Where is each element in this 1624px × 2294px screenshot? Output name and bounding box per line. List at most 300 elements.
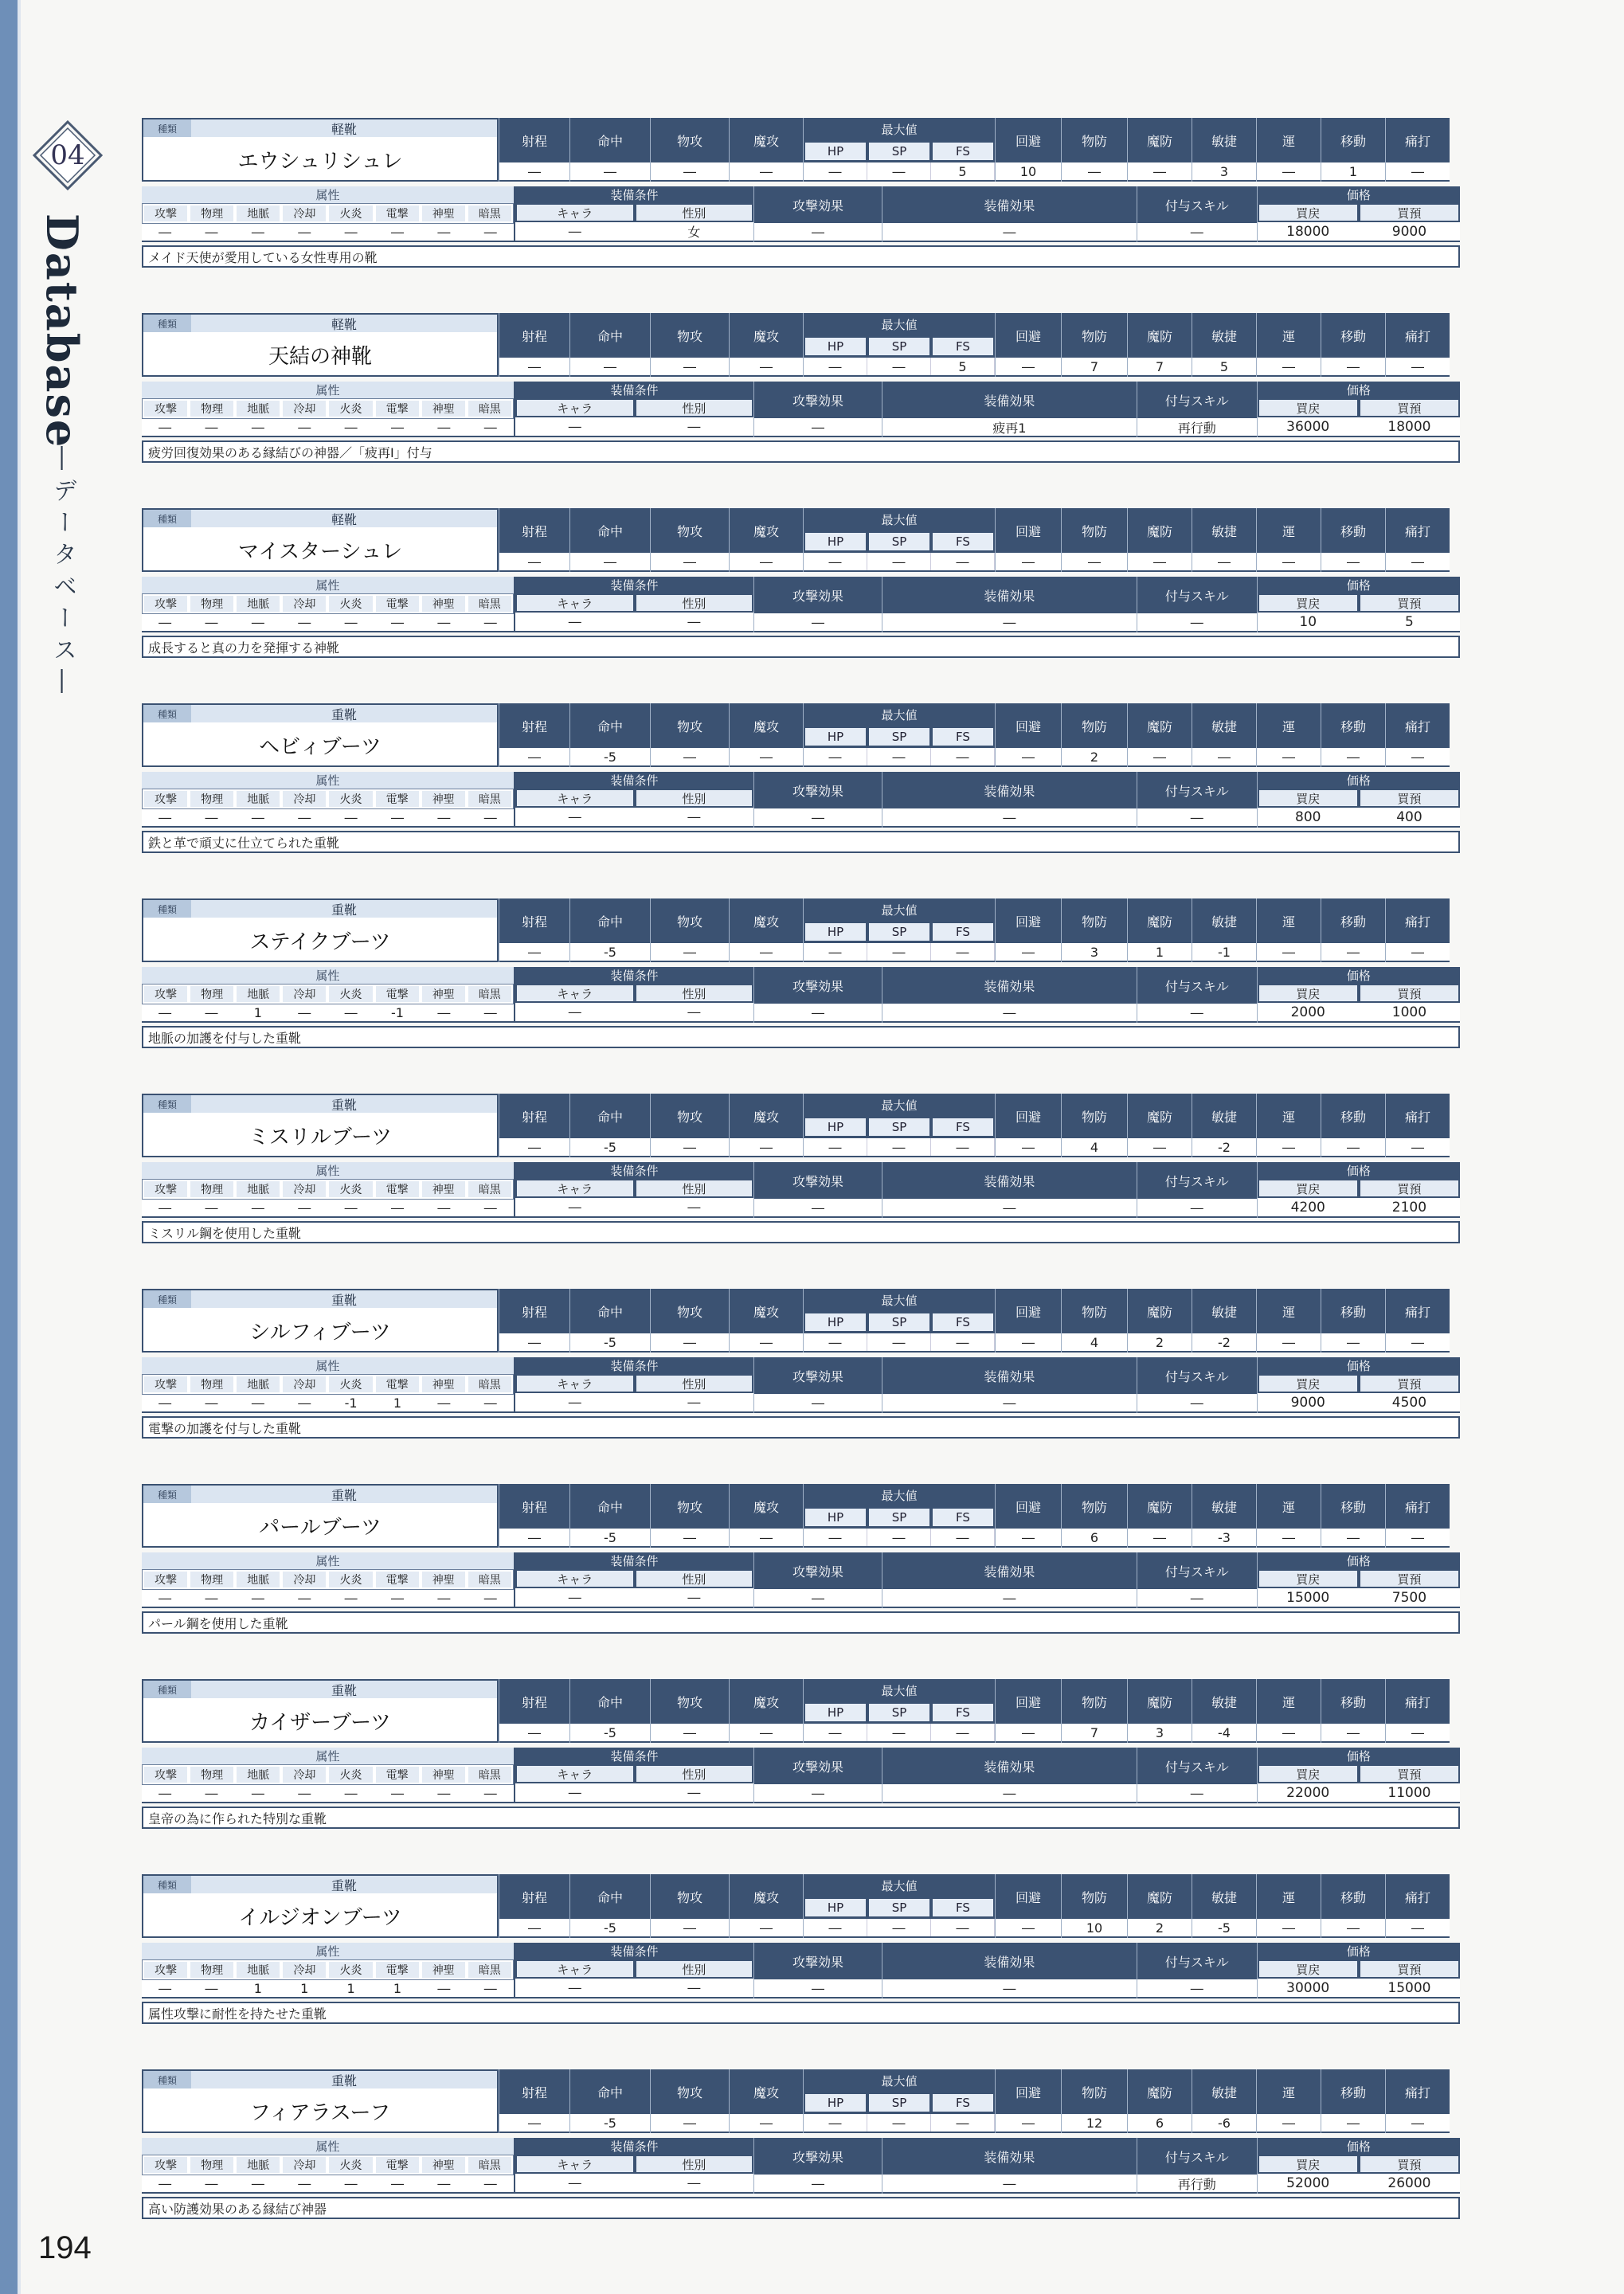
stat-header: 射程 bbox=[499, 1289, 569, 1333]
stat-header: 物攻 bbox=[651, 1484, 729, 1529]
stat-column bbox=[1192, 1679, 1256, 1743]
stat-column bbox=[729, 508, 803, 572]
stat-header: 魔攻 bbox=[730, 1679, 803, 1724]
attribute-name: 攻撃 bbox=[144, 986, 187, 1002]
attribute-value: ― bbox=[390, 225, 404, 240]
stat-column bbox=[995, 1484, 1061, 1548]
max-value: ― bbox=[804, 1919, 867, 1936]
stat-column bbox=[499, 118, 569, 182]
stat-value: ― bbox=[730, 748, 803, 767]
stat-value: 4 bbox=[1062, 1138, 1127, 1157]
attribute-names bbox=[142, 1374, 514, 1395]
stat-group bbox=[499, 2069, 1460, 2133]
attribute-values bbox=[142, 809, 514, 828]
price-name: 買戻 bbox=[1259, 985, 1357, 1001]
attribute-value: ― bbox=[205, 2176, 218, 2191]
equip-condition-header: 装備条件 bbox=[515, 382, 753, 398]
stat-value: ― bbox=[1257, 553, 1321, 572]
stat-column bbox=[1385, 2069, 1450, 2133]
stat-header: 運 bbox=[1257, 1289, 1321, 1333]
item-entry bbox=[142, 1874, 1460, 2026]
max-value: ― bbox=[931, 748, 995, 765]
max-values bbox=[804, 162, 995, 182]
item-name: マイスターシュレ bbox=[237, 539, 403, 564]
attribute-name: 冷却 bbox=[283, 1376, 326, 1392]
stat-header: 魔防 bbox=[1128, 2069, 1192, 2114]
attribute-name: 火炎 bbox=[329, 986, 372, 1002]
granted-skill-column bbox=[1137, 967, 1257, 1023]
stat-header: 命中 bbox=[570, 1874, 650, 1919]
attribute-name: 攻撃 bbox=[144, 1376, 187, 1392]
attribute-name: 攻撃 bbox=[144, 1962, 187, 1978]
kind-label: 種類 bbox=[143, 510, 191, 527]
attack-effect-column bbox=[753, 1943, 882, 1998]
attribute-name: 火炎 bbox=[329, 791, 372, 807]
attribute-value: ― bbox=[390, 810, 404, 825]
equip-condition-values bbox=[515, 2174, 753, 2194]
stat-value: 7 bbox=[1128, 358, 1192, 377]
stat-value: ― bbox=[1062, 162, 1127, 182]
equip-effect-column bbox=[882, 1162, 1137, 1218]
attribute-name: 地脈 bbox=[237, 2157, 280, 2173]
kind-bar bbox=[143, 510, 497, 527]
attribute-name: 物理 bbox=[190, 206, 233, 221]
max-value: ― bbox=[804, 1529, 867, 1546]
max-subheaders bbox=[804, 726, 995, 748]
attribute-value: ― bbox=[390, 1591, 404, 1606]
equip-condition-group bbox=[514, 1943, 753, 1998]
price-group bbox=[1257, 2138, 1460, 2194]
attribute-name: 地脈 bbox=[237, 401, 280, 417]
equip-condition-values bbox=[515, 808, 753, 828]
max-value: ― bbox=[804, 1724, 867, 1741]
stat-column bbox=[569, 1289, 650, 1353]
equip-condition-name: 性別 bbox=[636, 595, 753, 611]
max-subheader: SP bbox=[869, 728, 929, 746]
price-value: 5 bbox=[1405, 613, 1414, 630]
attribute-value: ― bbox=[158, 1591, 172, 1606]
price-group bbox=[1257, 577, 1460, 632]
stat-header: 痛打 bbox=[1386, 898, 1450, 943]
stat-value: ― bbox=[570, 162, 650, 182]
equip-condition-name: キャラ bbox=[517, 1180, 633, 1196]
price-name: 買預 bbox=[1360, 985, 1458, 1001]
attribute-value: ― bbox=[205, 1981, 218, 1996]
stat-column bbox=[499, 1679, 569, 1743]
max-subheaders bbox=[804, 140, 995, 162]
stat-column bbox=[995, 703, 1061, 767]
stat-header: 物防 bbox=[1062, 1874, 1127, 1919]
attribute-name: 電撃 bbox=[376, 1181, 419, 1197]
price-name: 買預 bbox=[1360, 1766, 1458, 1782]
stat-value: ― bbox=[730, 2114, 803, 2133]
stat-value: ― bbox=[499, 1138, 569, 1157]
stat-header: 命中 bbox=[570, 1289, 650, 1333]
stat-header: 命中 bbox=[570, 1679, 650, 1724]
stat-value: ― bbox=[570, 553, 650, 572]
kind-label: 種類 bbox=[143, 1290, 191, 1308]
attribute-value: ― bbox=[298, 225, 311, 240]
max-subheader: FS bbox=[933, 1313, 993, 1331]
granted-skill-value: ― bbox=[1137, 1004, 1257, 1023]
stat-value: ― bbox=[499, 358, 569, 377]
stat-header: 物攻 bbox=[651, 898, 729, 943]
stat-column bbox=[729, 703, 803, 767]
max-header: 最大値 bbox=[804, 508, 995, 530]
attribute-value: ― bbox=[483, 615, 497, 630]
stat-header: 魔防 bbox=[1128, 118, 1192, 162]
attribute-value: ― bbox=[251, 1786, 264, 1801]
attribute-value: ― bbox=[437, 615, 451, 630]
stat-header: 痛打 bbox=[1386, 118, 1450, 162]
attribute-value: ― bbox=[344, 1786, 358, 1801]
attribute-name: 暗黒 bbox=[468, 791, 511, 807]
item-description: 成長すると真の力を発揮する神靴 bbox=[142, 636, 1460, 658]
price-header: 価格 bbox=[1258, 186, 1460, 203]
max-subheaders bbox=[804, 335, 995, 358]
attack-effect-value: ― bbox=[754, 1784, 882, 1803]
attribute-value: ― bbox=[158, 225, 172, 240]
price-name: 買預 bbox=[1360, 1571, 1458, 1587]
equip-condition-value: ― bbox=[687, 809, 701, 825]
price-value: 4500 bbox=[1391, 1394, 1427, 1411]
max-value-group bbox=[803, 1874, 995, 1938]
attribute-value: ― bbox=[158, 810, 172, 825]
max-value: ― bbox=[867, 553, 931, 570]
stat-header: 魔攻 bbox=[730, 898, 803, 943]
stat-header: 命中 bbox=[570, 703, 650, 748]
attribute-value: ― bbox=[437, 810, 451, 825]
max-value: ― bbox=[867, 162, 931, 180]
stat-value: ― bbox=[651, 1724, 729, 1743]
equip-effect-value: ― bbox=[882, 1589, 1137, 1608]
stat-header: 物防 bbox=[1062, 2069, 1127, 2114]
max-value: ― bbox=[931, 1724, 995, 1741]
stat-value: 10 bbox=[996, 162, 1061, 182]
equip-condition-names bbox=[515, 789, 753, 808]
stat-header: 移動 bbox=[1321, 1289, 1385, 1333]
price-names bbox=[1258, 593, 1460, 613]
attribute-group bbox=[142, 1552, 514, 1608]
max-value: ― bbox=[804, 748, 867, 765]
attribute-name: 神聖 bbox=[422, 1572, 465, 1587]
stat-column bbox=[1256, 1679, 1321, 1743]
attribute-name: 火炎 bbox=[329, 1767, 372, 1783]
price-values bbox=[1258, 1979, 1460, 1998]
attribute-name: 電撃 bbox=[376, 401, 419, 417]
max-value: 5 bbox=[931, 162, 995, 180]
price-values bbox=[1258, 1588, 1460, 1608]
attribute-value: ― bbox=[483, 1591, 497, 1606]
attribute-name: 神聖 bbox=[422, 1962, 465, 1978]
price-name: 買戻 bbox=[1259, 1376, 1357, 1392]
equip-condition-header: 装備条件 bbox=[515, 1943, 753, 1959]
max-subheader: FS bbox=[933, 143, 993, 160]
attribute-value: ― bbox=[205, 810, 218, 825]
attribute-name: 暗黒 bbox=[468, 401, 511, 417]
stat-header: 運 bbox=[1257, 313, 1321, 358]
attribute-values bbox=[142, 614, 514, 632]
attribute-value: ― bbox=[483, 2176, 497, 2191]
stat-column bbox=[1385, 1874, 1450, 1938]
stat-value: -2 bbox=[1192, 1138, 1256, 1157]
price-names bbox=[1258, 1179, 1460, 1198]
price-name: 買預 bbox=[1360, 2156, 1458, 2172]
attack-effect-header: 攻撃効果 bbox=[754, 186, 882, 223]
attribute-value: 1 bbox=[393, 1981, 402, 1996]
item-entry bbox=[142, 1679, 1460, 1830]
stats-row bbox=[142, 1289, 1460, 1353]
attribute-values bbox=[142, 224, 514, 242]
max-value: ― bbox=[867, 943, 931, 961]
stat-header: 魔攻 bbox=[730, 1094, 803, 1138]
price-group bbox=[1257, 1943, 1460, 1998]
attribute-name: 地脈 bbox=[237, 1767, 280, 1783]
stat-header: 物攻 bbox=[651, 2069, 729, 2114]
max-subheader: SP bbox=[869, 2094, 929, 2112]
item-description: 疲労回復効果のある縁結びの神器／「疲再Ⅰ」付与 bbox=[142, 440, 1460, 463]
attribute-value: -1 bbox=[344, 1396, 358, 1411]
attribute-name: 地脈 bbox=[237, 1572, 280, 1587]
stat-header: 移動 bbox=[1321, 1094, 1385, 1138]
stat-column bbox=[1192, 703, 1256, 767]
attribute-name: 電撃 bbox=[376, 596, 419, 612]
max-subheader: FS bbox=[933, 923, 993, 941]
attribute-value: ― bbox=[158, 420, 172, 435]
details-row bbox=[142, 1552, 1460, 1608]
stat-value: ― bbox=[1321, 358, 1385, 377]
details-row bbox=[142, 1162, 1460, 1218]
equip-condition-names bbox=[515, 203, 753, 222]
item-description: 鉄と革で頑丈に仕立てられた重靴 bbox=[142, 831, 1460, 853]
stat-value: ― bbox=[651, 358, 729, 377]
attribute-values bbox=[142, 1200, 514, 1218]
stat-column bbox=[650, 1874, 729, 1938]
equip-condition-value: ― bbox=[687, 1785, 701, 1801]
attribute-name: 暗黒 bbox=[468, 1962, 511, 1978]
equip-condition-names bbox=[515, 398, 753, 417]
equip-effect-header: 装備効果 bbox=[882, 1162, 1137, 1199]
stat-value: ― bbox=[730, 1333, 803, 1353]
price-values bbox=[1258, 1003, 1460, 1023]
name-block bbox=[142, 898, 499, 962]
attribute-names bbox=[142, 593, 514, 614]
attack-effect-value: ― bbox=[754, 1394, 882, 1413]
max-header: 最大値 bbox=[804, 703, 995, 726]
equip-condition-value: ― bbox=[568, 1004, 581, 1020]
attack-effect-value: ― bbox=[754, 1004, 882, 1023]
stat-header: 魔攻 bbox=[730, 703, 803, 748]
kind-bar bbox=[143, 1876, 497, 1893]
attribute-value: ― bbox=[344, 420, 358, 435]
max-header: 最大値 bbox=[804, 1094, 995, 1116]
price-name: 買戻 bbox=[1259, 595, 1357, 611]
attribute-name: 電撃 bbox=[376, 2157, 419, 2173]
equip-condition-group bbox=[514, 772, 753, 828]
stat-header: 魔防 bbox=[1128, 1679, 1192, 1724]
price-names bbox=[1258, 1959, 1460, 1979]
granted-skill-header: 付与スキル bbox=[1137, 1552, 1257, 1589]
max-value: ― bbox=[804, 553, 867, 570]
attribute-name: 地脈 bbox=[237, 1181, 280, 1197]
stat-column bbox=[1321, 1874, 1385, 1938]
attribute-name: 攻撃 bbox=[144, 401, 187, 417]
max-subheaders bbox=[804, 1506, 995, 1529]
attack-effect-header: 攻撃効果 bbox=[754, 577, 882, 613]
equip-condition-value: ― bbox=[568, 1590, 581, 1606]
max-subheaders bbox=[804, 1116, 995, 1138]
attribute-value: 1 bbox=[300, 1981, 309, 1996]
stats-row bbox=[142, 1094, 1460, 1157]
kind-value: 重靴 bbox=[331, 1682, 357, 1698]
max-value-group bbox=[803, 2069, 995, 2133]
stat-column bbox=[995, 1874, 1061, 1938]
stat-column bbox=[1061, 118, 1127, 182]
attribute-value: ― bbox=[437, 1981, 451, 1996]
stat-header: 回避 bbox=[996, 1289, 1061, 1333]
stat-header: 魔防 bbox=[1128, 313, 1192, 358]
stat-column bbox=[1192, 1874, 1256, 1938]
price-value: 22000 bbox=[1286, 1784, 1330, 1801]
max-subheader: SP bbox=[869, 1118, 929, 1136]
attribute-value: 1 bbox=[253, 1981, 262, 1996]
price-names bbox=[1258, 789, 1460, 808]
stat-value: ― bbox=[499, 1919, 569, 1938]
equip-effect-column bbox=[882, 772, 1137, 828]
attribute-value: ― bbox=[205, 225, 218, 240]
stat-header: 回避 bbox=[996, 118, 1061, 162]
max-header: 最大値 bbox=[804, 118, 995, 140]
equip-condition-value: ― bbox=[687, 1980, 701, 1996]
equip-condition-values bbox=[515, 1979, 753, 1998]
stat-column bbox=[1321, 1094, 1385, 1157]
equip-effect-header: 装備効果 bbox=[882, 1943, 1137, 1979]
attribute-name: 地脈 bbox=[237, 206, 280, 221]
attack-effect-column bbox=[753, 967, 882, 1023]
attribute-name: 攻撃 bbox=[144, 1572, 187, 1587]
stat-column bbox=[1321, 2069, 1385, 2133]
price-values bbox=[1258, 222, 1460, 242]
stat-header: 敏捷 bbox=[1192, 118, 1256, 162]
attribute-name: 攻撃 bbox=[144, 1767, 187, 1783]
attribute-group bbox=[142, 382, 514, 437]
stat-value: ― bbox=[570, 358, 650, 377]
details-row bbox=[142, 382, 1460, 437]
stat-header: 痛打 bbox=[1386, 703, 1450, 748]
equip-condition-header: 装備条件 bbox=[515, 772, 753, 789]
stat-column bbox=[650, 1094, 729, 1157]
kind-label: 種類 bbox=[143, 119, 191, 137]
stat-value: -5 bbox=[570, 1919, 650, 1938]
stat-value: -4 bbox=[1192, 1724, 1256, 1743]
price-header: 価格 bbox=[1258, 577, 1460, 593]
attribute-header: 属性 bbox=[142, 382, 514, 398]
price-value: 1000 bbox=[1391, 1004, 1427, 1020]
max-subheader: FS bbox=[933, 1118, 993, 1136]
stat-value: ― bbox=[1128, 748, 1192, 767]
stat-value: 2 bbox=[1128, 1333, 1192, 1353]
kind-value: 軽靴 bbox=[331, 511, 357, 527]
attack-effect-header: 攻撃効果 bbox=[754, 967, 882, 1004]
price-value: 7500 bbox=[1391, 1589, 1427, 1606]
equip-condition-header: 装備条件 bbox=[515, 1748, 753, 1764]
equip-condition-name: 性別 bbox=[636, 1766, 753, 1782]
equip-condition-names bbox=[515, 1179, 753, 1198]
stat-header: 命中 bbox=[570, 1094, 650, 1138]
stat-header: 魔防 bbox=[1128, 703, 1192, 748]
equip-effect-value: ― bbox=[882, 1784, 1137, 1803]
attribute-value: ― bbox=[158, 1200, 172, 1216]
attribute-value: ― bbox=[483, 1200, 497, 1216]
attribute-value: ― bbox=[437, 225, 451, 240]
max-subheader: HP bbox=[805, 1899, 866, 1916]
equip-condition-header: 装備条件 bbox=[515, 1552, 753, 1569]
max-header: 最大値 bbox=[804, 313, 995, 335]
price-value: 10 bbox=[1299, 613, 1317, 630]
max-subheaders bbox=[804, 530, 995, 553]
price-group bbox=[1257, 1748, 1460, 1803]
kind-value: 軽靴 bbox=[331, 121, 357, 137]
kind-label: 種類 bbox=[143, 705, 191, 722]
kind-value: 重靴 bbox=[331, 1097, 357, 1113]
kind-value: 重靴 bbox=[331, 1292, 357, 1308]
granted-skill-header: 付与スキル bbox=[1137, 1357, 1257, 1394]
equip-condition-names bbox=[515, 593, 753, 613]
stat-value: ― bbox=[499, 1724, 569, 1743]
attribute-names bbox=[142, 789, 514, 809]
stat-value: 6 bbox=[1128, 2114, 1192, 2133]
stat-header: 射程 bbox=[499, 898, 569, 943]
equip-condition-value: ― bbox=[687, 1590, 701, 1606]
attribute-value: ― bbox=[298, 2176, 311, 2191]
equip-condition-value: ― bbox=[568, 1200, 581, 1216]
stat-header: 魔防 bbox=[1128, 1484, 1192, 1529]
attribute-header: 属性 bbox=[142, 1552, 514, 1569]
stat-column bbox=[1061, 1874, 1127, 1938]
attribute-value: 1 bbox=[346, 1981, 355, 1996]
stat-value: ― bbox=[499, 748, 569, 767]
stat-header: 魔攻 bbox=[730, 2069, 803, 2114]
stat-value: -5 bbox=[570, 943, 650, 962]
equip-condition-group bbox=[514, 382, 753, 437]
stat-column bbox=[1256, 703, 1321, 767]
stats-row bbox=[142, 898, 1460, 962]
attribute-value: 1 bbox=[393, 1396, 402, 1411]
stat-column bbox=[650, 1679, 729, 1743]
stat-value: ― bbox=[1257, 358, 1321, 377]
attribute-name: 冷却 bbox=[283, 1181, 326, 1197]
attribute-name: 冷却 bbox=[283, 206, 326, 221]
equip-condition-name: 性別 bbox=[636, 2156, 753, 2172]
attribute-name: 電撃 bbox=[376, 1962, 419, 1978]
equip-condition-values bbox=[515, 1588, 753, 1608]
attribute-value: ― bbox=[251, 225, 264, 240]
stat-header: 回避 bbox=[996, 1874, 1061, 1919]
stat-value: ― bbox=[996, 358, 1061, 377]
granted-skill-column bbox=[1137, 2138, 1257, 2194]
equip-condition-value: ― bbox=[687, 1395, 701, 1411]
attribute-value: ― bbox=[390, 615, 404, 630]
stat-column bbox=[1192, 898, 1256, 962]
equip-condition-name: キャラ bbox=[517, 1961, 633, 1977]
stat-header: 移動 bbox=[1321, 898, 1385, 943]
stat-column bbox=[1127, 1679, 1192, 1743]
stat-value: -6 bbox=[1192, 2114, 1256, 2133]
equip-effect-header: 装備効果 bbox=[882, 1552, 1137, 1589]
equip-condition-values bbox=[515, 417, 753, 437]
stat-value: ― bbox=[1128, 162, 1192, 182]
attribute-value: ― bbox=[158, 1981, 172, 1996]
